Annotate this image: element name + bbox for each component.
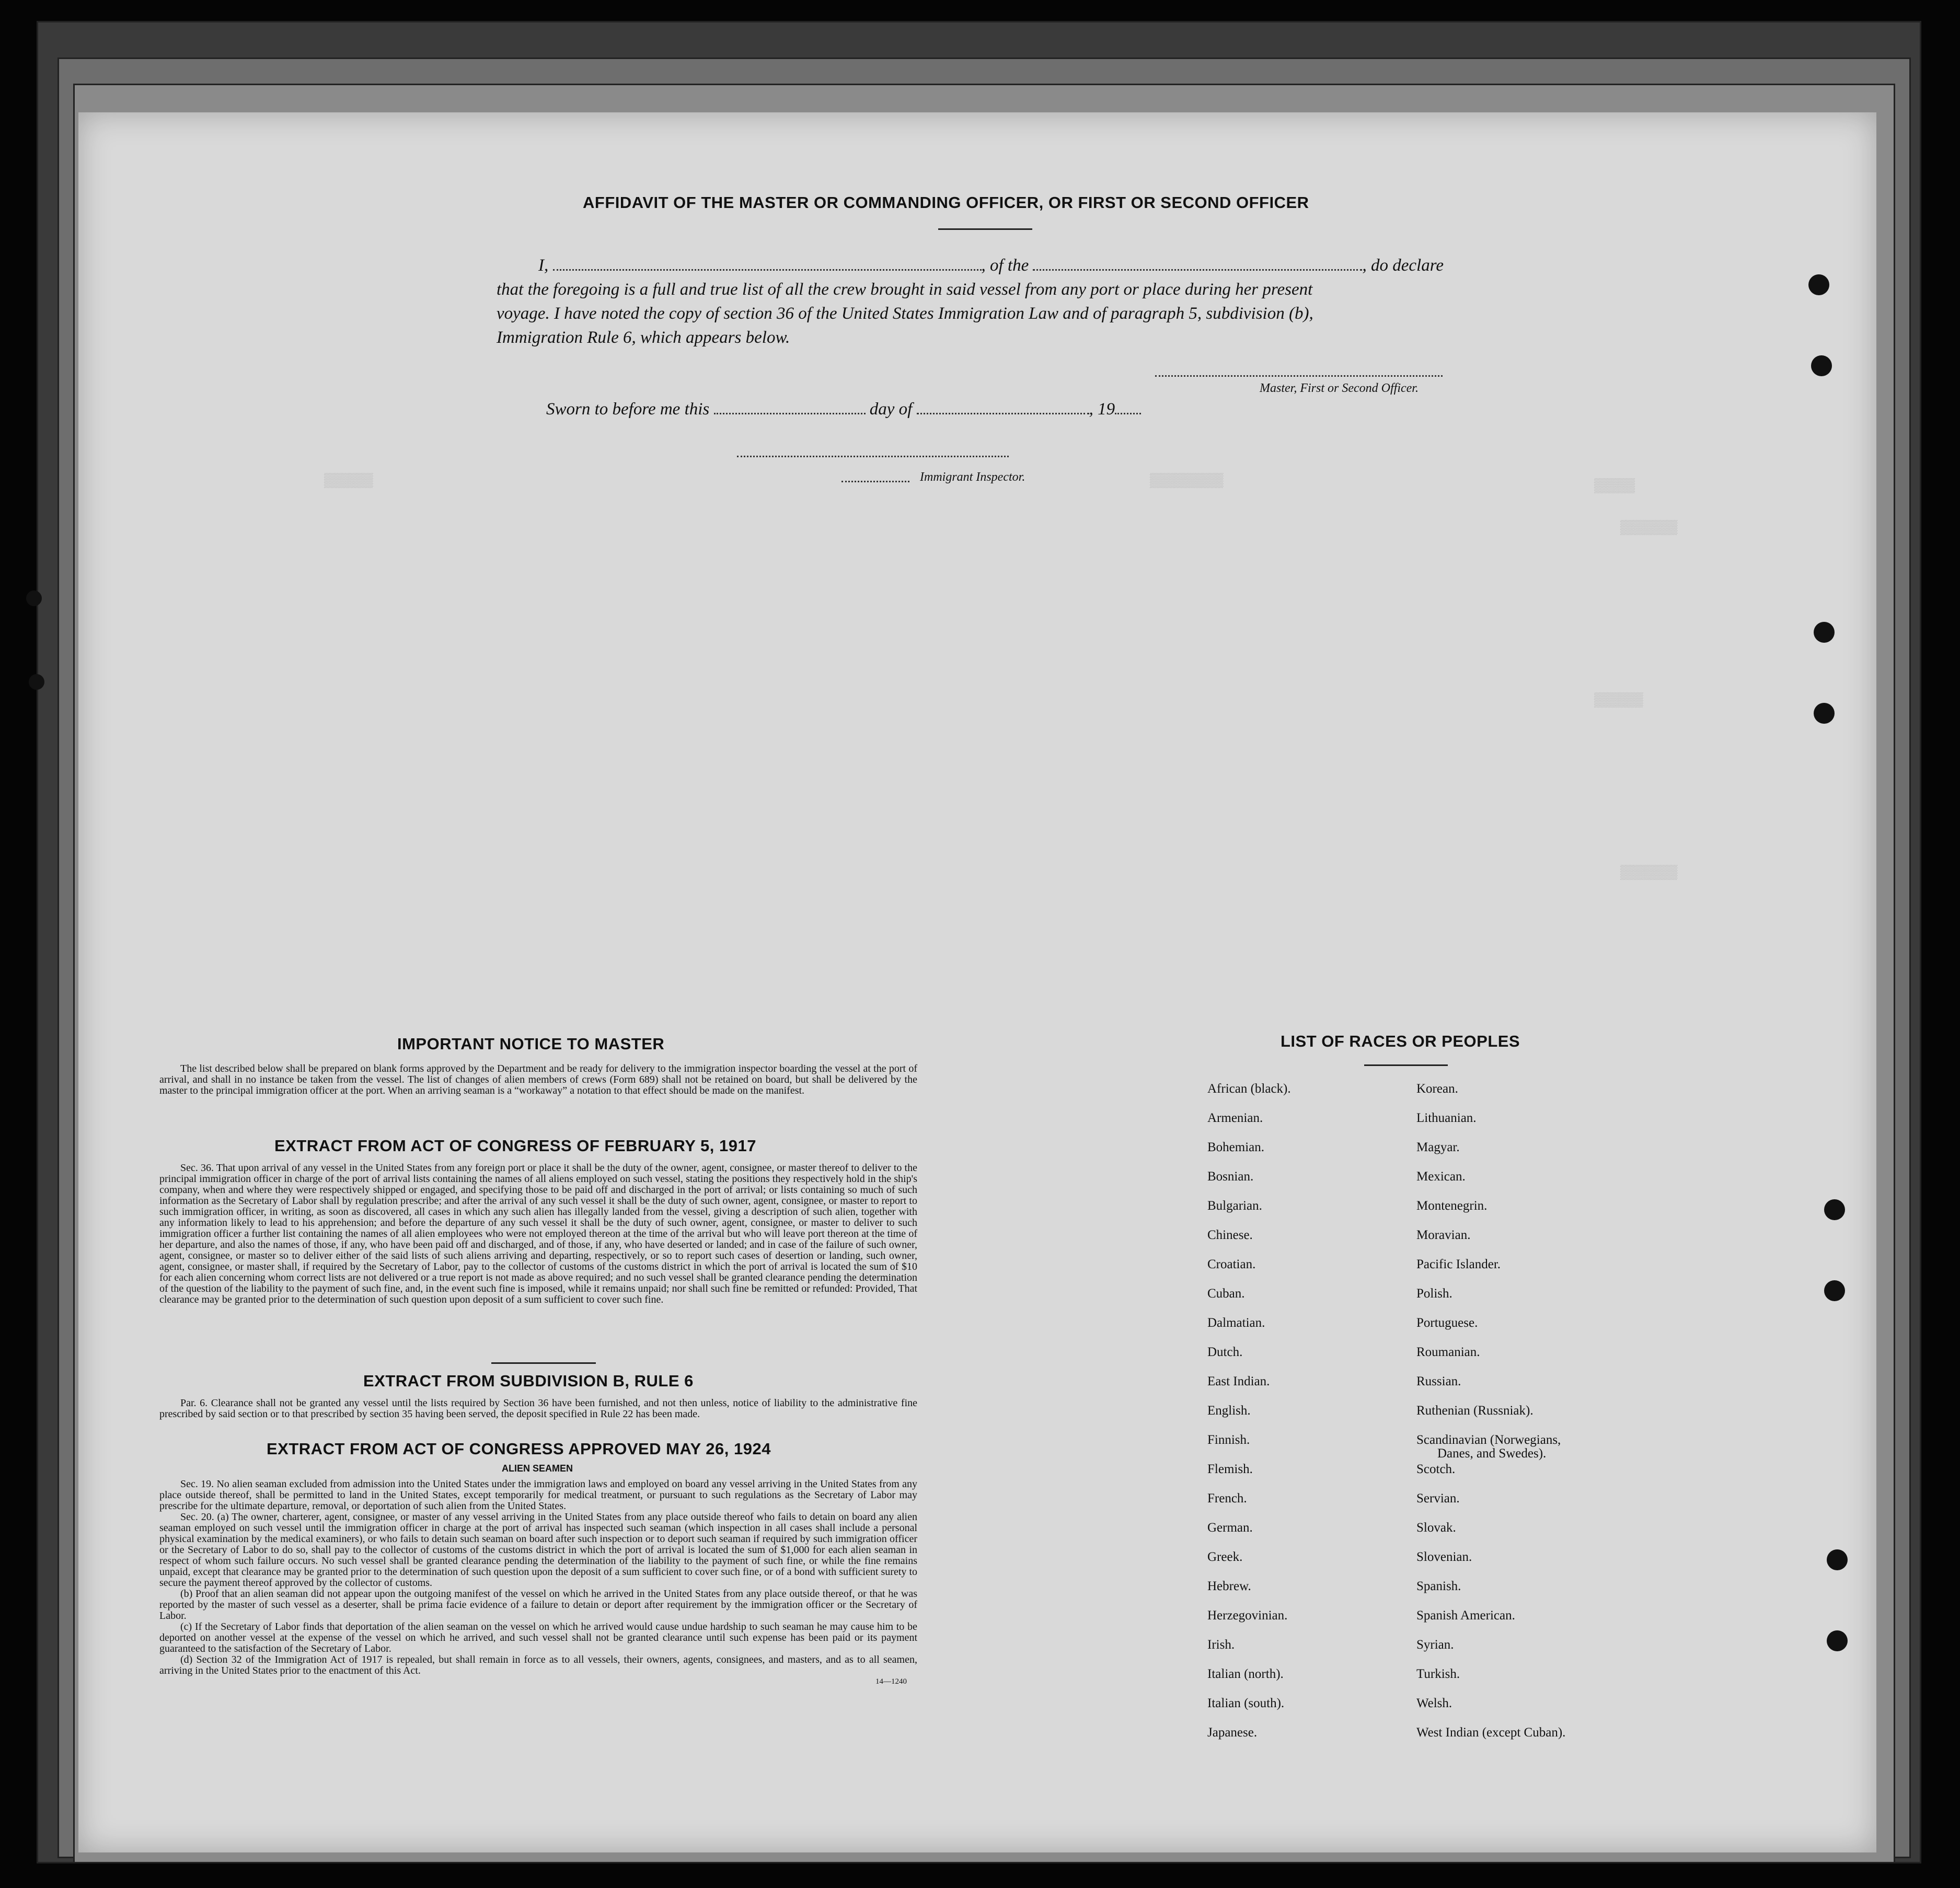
sec-20b: (b) Proof that an alien seaman did not appear upon the outgoing manifest of the vessel on which he arrived in the United States from any place outside thereof, or that he was reported by the master of such vessel as a deserter, shall be prima facie evidence of a failure to detain or deport after requirement by the immigration officer or the Secretary of Labor. [159, 1588, 917, 1621]
punch-hole [1827, 1549, 1848, 1570]
race-item: German. [1207, 1521, 1253, 1535]
affidavit-declaration [497, 253, 1568, 350]
alien-seamen-subtitle: ALIEN SEAMEN [502, 1463, 573, 1474]
punch-hole [1827, 1630, 1848, 1651]
extract-1917-body: Sec. 36. That upon arrival of any vessel in the United States from any foreign port or place it shall be the duty of the owner, agent, consignee, or master thereof to deliver to the principal immigration officer in charge of the port of arrival lists containing the names of all aliens employed on such vessel, stating the positions they respectively hold in the ship's company, when and where they were respectively shipped or engaged, and specifying those to be paid off and discharged in the port of arrival; or lists containing so much of such information as the Secretary of Labor shall by regulation prescribe; and after the arrival of any such vessel it shall be the duty of such owner, agent, consignee, or master to report to such immigration officer, in writing, as soon as discovered, all cases in which any such alien has illegally landed from the vessel, giving a description of such alien, together with any information likely to lead to his apprehension; and before the departure of any such vessel it shall be the duty of such owner, agent, consignee, or master to deliver to such immigration officer a further list containing the names of all alien employees who were not employed thereon at the time of the arrival but who will leave port thereon at the time of her departure, and also the names of those, if any, who have been paid off and discharged, and of those, if any, who have deserted or landed; and in case of the failure of such owner, agent, consignee, or master so to deliver either of the said lists of such aliens arriving and departing, respectively, or so to report such cases of desertion or landing, such owner, agent, consignee, or master shall, if required by the Secretary of Labor, pay to the collector of customs of the customs district in which the port of arrival is located the sum of $10 for each alien concerning whom correct lists are not delivered or a true report is not made as above required; and no such vessel shall be granted clearance pending the determination of the question of the liability to the payment of such fine, and, in the event such fine is imposed, while it remains unpaid; nor shall such fine be remitted or refunded: Provided, That clearance may be granted prior to the determination of such question upon deposit of a sum sufficient to cover such fine. [159, 1162, 917, 1305]
extract-rule6-title: EXTRACT FROM SUBDIVISION B, RULE 6 [363, 1372, 694, 1390]
race-item: Spanish. [1416, 1579, 1461, 1593]
race-item: Croatian. [1207, 1257, 1256, 1271]
notice-title: IMPORTANT NOTICE TO MASTER [397, 1035, 665, 1053]
race-item: Finnish. [1207, 1433, 1250, 1447]
race-item: Ruthenian (Russniak). [1416, 1404, 1534, 1418]
race-item: Italian (north). [1207, 1667, 1284, 1681]
punch-hole [1824, 1280, 1845, 1301]
race-item: Dalmatian. [1207, 1316, 1265, 1330]
punch-hole [1814, 703, 1835, 724]
punch-hole [1811, 355, 1832, 376]
race-item: Scandinavian (Norwegians, [1416, 1433, 1561, 1447]
bleed-through-mark: ▒▒▒▒▒▒▒▒▒ [1150, 473, 1224, 489]
affidavit-title: AFFIDAVIT OF THE MASTER OR COMMANDING OFFICER, OR FIRST OR SECOND OFFICER [583, 193, 1309, 212]
race-item: Lithuanian. [1416, 1111, 1477, 1125]
race-item: Armenian. [1207, 1111, 1263, 1125]
race-item: Greek. [1207, 1550, 1243, 1564]
bleed-through-mark: ▒▒▒▒▒ [1594, 478, 1635, 494]
race-item: Syrian. [1416, 1638, 1454, 1652]
extract-1924-title: EXTRACT FROM ACT OF CONGRESS APPROVED MAY 26, 1924 [267, 1440, 771, 1458]
inspector-caption: Immigrant Inspector. [920, 470, 1025, 484]
race-item: Slovak. [1416, 1521, 1456, 1535]
manifest-page [78, 112, 1876, 1852]
signature-caption: Master, First or Second Officer. [1260, 381, 1419, 395]
name-blank[interactable] [553, 256, 982, 271]
inspector-signature-line[interactable] [737, 456, 1009, 457]
extract-1917-title: EXTRACT FROM ACT OF CONGRESS OF FEBRUARY 5, 1917 [274, 1137, 756, 1155]
sec-19: Sec. 19. No alien seaman excluded from admission into the United States under the immigration laws and employed on board any vessel arriving in the United States from any place outside thereof, shall be permitted to land in the United States, except temporarily for medical treatment, or pursuant to such regulations as the Secretary of Labor may prescribe for the ultimate departure, removal, or deportation of such alien from the United States. [159, 1478, 917, 1512]
race-item: Bohemian. [1207, 1140, 1265, 1154]
bleed-through-mark: ▒▒▒▒▒▒▒ [1620, 520, 1678, 536]
declaration-line: voyage. I have noted the copy of section 36 of the United States Immigration Law and of paragraph 5, subdivision (b), [497, 304, 1313, 323]
punch-hole [1814, 622, 1835, 643]
declaration-line: Immigration Rule 6, which appears below. [497, 328, 790, 347]
day-blank[interactable] [714, 399, 866, 414]
race-item: Irish. [1207, 1638, 1235, 1652]
do-declare-label: , do declare [1362, 256, 1444, 275]
month-blank[interactable] [917, 399, 1089, 414]
race-item: Turkish. [1416, 1667, 1460, 1681]
race-item: Servian. [1416, 1491, 1460, 1505]
race-item: Slovenian. [1416, 1550, 1472, 1564]
punch-hole [26, 590, 42, 606]
form-number: 14—1240 [875, 1677, 907, 1686]
race-item: Korean. [1416, 1082, 1458, 1096]
declaration-line: that the foregoing is a full and true list of all the crew brought in said vessel from any port or place during her present [497, 280, 1313, 299]
sworn-line [546, 397, 1141, 421]
bleed-through-mark: ▒▒▒▒▒▒▒ [1620, 865, 1678, 881]
section-rule [491, 1362, 596, 1364]
notice-body: The list described below shall be prepared on blank forms approved by the Department and be ready for delivery to the immigration inspector boarding the vessel at the port of arrival, and shall in no instance be taken from the vessel. The list of changes of alien members of crews (Form 689) shall not be retained on board, but shall be delivered by the master to the principal immigration officer at the port. When an arriving seaman is a “workaway” a notation to that effect should be made on the manifest. [159, 1063, 917, 1096]
sworn-label: Sworn to before me this [546, 400, 710, 419]
race-item: French. [1207, 1491, 1247, 1505]
year-blank[interactable] [1115, 399, 1141, 414]
sec-20a: Sec. 20. (a) The owner, charterer, agent, consignee, or master of any vessel arriving in the United States from any place outside thereof who fails to detain on board any alien seaman employed on such vessel until the immigration officer in charge at the port of arrival has inspected such seaman (which inspection in all cases shall include a personal physical examination by the medical examiners), or who fails to detain such seaman on board after such inspection or to deport such seaman if required by such immigration officer or the Secretary of Labor to do so, shall pay to the collector of customs of the customs district in which the port of arrival is located the sum of $1,000 for each alien seaman in respect of whom such failure occurs. No such vessel shall be granted clearance pending the determination of the liability to the payment of such fine, or while the fine remains unpaid, except that clearance may be granted prior to the determination of such question upon the deposit of a sum sufficient to cover such fine, or of a bond with sufficient surety to secure the payment thereof approved by the collector of customs. [159, 1511, 917, 1589]
race-item: Moravian. [1416, 1228, 1471, 1242]
race-item: Chinese. [1207, 1228, 1253, 1242]
extract-rule6-body: Par. 6. Clearance shall not be granted any vessel until the lists required by Section 36 have been furnished, and not then unless, notice of liability to the administrative fine prescribed by said section or to that prescribed by section 35 having been served, the deposit specified in Rule 22 has been made. [159, 1397, 917, 1420]
race-item: African (black). [1207, 1082, 1291, 1096]
race-item: Dutch. [1207, 1345, 1243, 1359]
race-item: Cuban. [1207, 1287, 1245, 1301]
race-item: East Indian. [1207, 1374, 1270, 1388]
race-item: Russian. [1416, 1374, 1461, 1388]
race-item: Japanese. [1207, 1725, 1258, 1740]
races-title: LIST OF RACES OR PEOPLES [1281, 1032, 1520, 1050]
inspector-line-short [841, 481, 909, 482]
race-item: Portuguese. [1416, 1316, 1478, 1330]
of-the-label: , of the [981, 256, 1029, 275]
day-of-label: day of [869, 400, 913, 419]
race-item: Pacific Islander. [1416, 1257, 1501, 1271]
race-item: English. [1207, 1404, 1251, 1418]
races-title-rule [1364, 1064, 1448, 1066]
vessel-blank[interactable] [1033, 256, 1362, 271]
i-label: I, [538, 256, 549, 275]
punch-hole [1824, 1199, 1845, 1220]
race-item: Mexican. [1416, 1169, 1466, 1184]
race-item: Scotch. [1416, 1462, 1456, 1476]
race-item: Montenegrin. [1416, 1199, 1488, 1213]
race-item: Herzegovinian. [1207, 1608, 1288, 1623]
year-prefix: , 19 [1089, 400, 1115, 419]
race-item: Bosnian. [1207, 1169, 1254, 1184]
punch-hole [1808, 274, 1829, 295]
race-item: Hebrew. [1207, 1579, 1251, 1593]
punch-hole [29, 674, 44, 690]
race-item: Welsh. [1416, 1696, 1452, 1710]
sec-20c: (c) If the Secretary of Labor finds that deportation of the alien seaman on the vessel on which he arrived would cause undue hardship to such seaman he may cause him to be deported on another vessel at the expense of the vessel on which he arrived, and such vessel shall not be granted clearance until such expense has been paid or its payment guaranteed to the satisfaction of the Secretary of Labor. [159, 1621, 917, 1654]
race-item: Magyar. [1416, 1140, 1460, 1154]
race-item: Italian (south). [1207, 1696, 1285, 1710]
bleed-through-mark: ▒▒▒▒▒▒ [324, 473, 373, 489]
race-item-continuation: Danes, and Swedes). [1437, 1446, 1547, 1461]
title-rule [938, 228, 1032, 230]
extract-1924-body [159, 1479, 917, 1687]
race-item: West Indian (except Cuban). [1416, 1725, 1566, 1740]
sec-20d: (d) Section 32 of the Immigration Act of 1917 is repealed, but shall remain in force as to all vessels, their owners, agents, consignees, and masters, and as to all seamen, arriving in the United States prior to the enactment of this Act. [159, 1654, 917, 1676]
race-item: Flemish. [1207, 1462, 1253, 1476]
race-item: Roumanian. [1416, 1345, 1480, 1359]
bleed-through-mark: ▒▒▒▒▒▒ [1594, 692, 1643, 708]
race-item: Bulgarian. [1207, 1199, 1262, 1213]
race-item: Polish. [1416, 1287, 1452, 1301]
race-item: Spanish American. [1416, 1608, 1515, 1623]
